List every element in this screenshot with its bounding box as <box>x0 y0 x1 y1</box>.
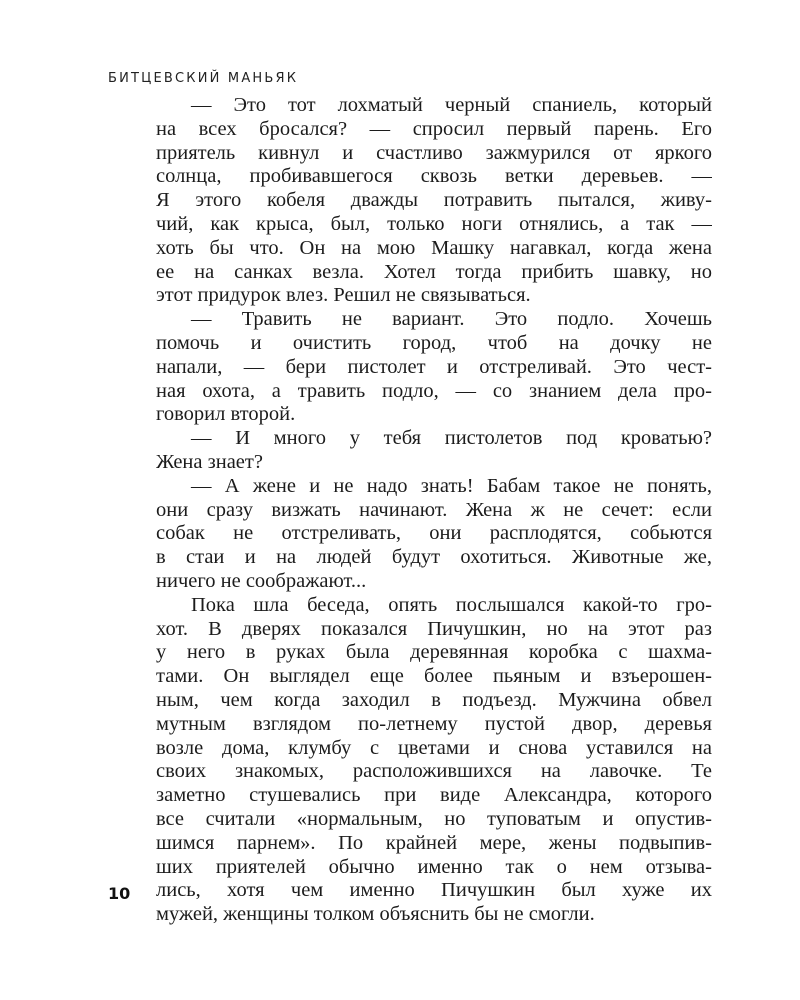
text-line: ее на санках везла. Хотел тогда прибить шавку, но <box>156 260 712 283</box>
paragraph <box>156 94 712 308</box>
text-line: мужей, женщины толком объяснить бы не смогли. <box>156 903 595 926</box>
text-line: собак не отстреливать, они расплодятся, собьются <box>156 522 712 545</box>
text-line: заметно стушевались при виде Александра, которого <box>156 784 712 807</box>
text-line: ным, чем когда заходил в подъезд. Мужчина обвел <box>156 688 712 711</box>
text-line: — И много у тебя пистолетов под кроватью? <box>191 427 712 450</box>
text-line: возле дома, клумбу с цветами и снова уставился на <box>156 736 712 759</box>
text-line: тами. Он выглядел еще более пьяным и взъерошен- <box>156 665 712 688</box>
text-line: помочь и очистить город, чтоб на дочку не <box>156 331 712 354</box>
text-line: на всех бросался? — спросил первый парень. Его <box>156 117 712 140</box>
text-line: мутным взглядом по-летнему пустой двор, деревья <box>156 712 712 735</box>
text-line: — А жене и не надо знать! Бабам такое не понять, <box>191 474 712 497</box>
text-line: своих знакомых, расположившихся на лавочке. Те <box>156 760 712 783</box>
text-line: — Травить не вариант. Это подло. Хочешь <box>191 308 712 331</box>
running-head: БИТЦЕВСКИЙ МАНЬЯК <box>108 71 299 86</box>
text-line: Я этого кобеля дважды потравить пытался, живу- <box>156 189 712 212</box>
text-line: ничего не соображают... <box>156 569 367 592</box>
text-line: солнца, пробивавшегося сквозь ветки деревьев. — <box>156 165 712 188</box>
body-text <box>156 94 712 927</box>
text-line: ших приятелей обычно именно так о нем отзыва- <box>156 855 712 878</box>
text-line: напали, — бери пистолет и отстреливай. Это чест- <box>156 355 712 378</box>
paragraph <box>156 594 712 927</box>
page-number: 10 <box>108 884 131 903</box>
text-line: у него в руках была деревянная коробка с шахма- <box>156 641 712 664</box>
paragraph <box>156 427 712 475</box>
text-line: хот. В дверях показался Пичушкин, но на этот раз <box>156 617 712 640</box>
text-line: Пока шла беседа, опять послышался какой-то гро- <box>191 593 712 616</box>
text-line: Жена знает? <box>156 450 263 473</box>
text-line: говорил второй. <box>156 403 296 426</box>
text-line: чий, как крыса, был, только ноги отнялись, а так — <box>156 212 712 235</box>
text-line: хоть бы что. Он на мою Машку нагавкал, когда жена <box>156 236 712 259</box>
text-line: все считали «нормальным, но туповатым и опустив- <box>156 807 712 830</box>
text-line: шимся парнем». По крайней мере, жены подвыпив- <box>156 831 712 854</box>
text-line: в стаи и на людей будут охотиться. Животные же, <box>156 546 712 569</box>
text-line: они сразу визжать начинают. Жена ж не сечет: если <box>156 498 712 521</box>
text-line: ная охота, а травить подло, — со знанием дела про- <box>156 379 712 402</box>
text-line: лись, хотя чем именно Пичушкин был хуже их <box>156 879 712 902</box>
paragraph <box>156 308 712 427</box>
text-line: — Это тот лохматый черный спаниель, который <box>191 94 712 116</box>
paragraph <box>156 475 712 594</box>
text-line: приятель кивнул и счастливо зажмурился от яркого <box>156 141 712 164</box>
text-line: этот придурок влез. Решил не связываться. <box>156 284 531 307</box>
